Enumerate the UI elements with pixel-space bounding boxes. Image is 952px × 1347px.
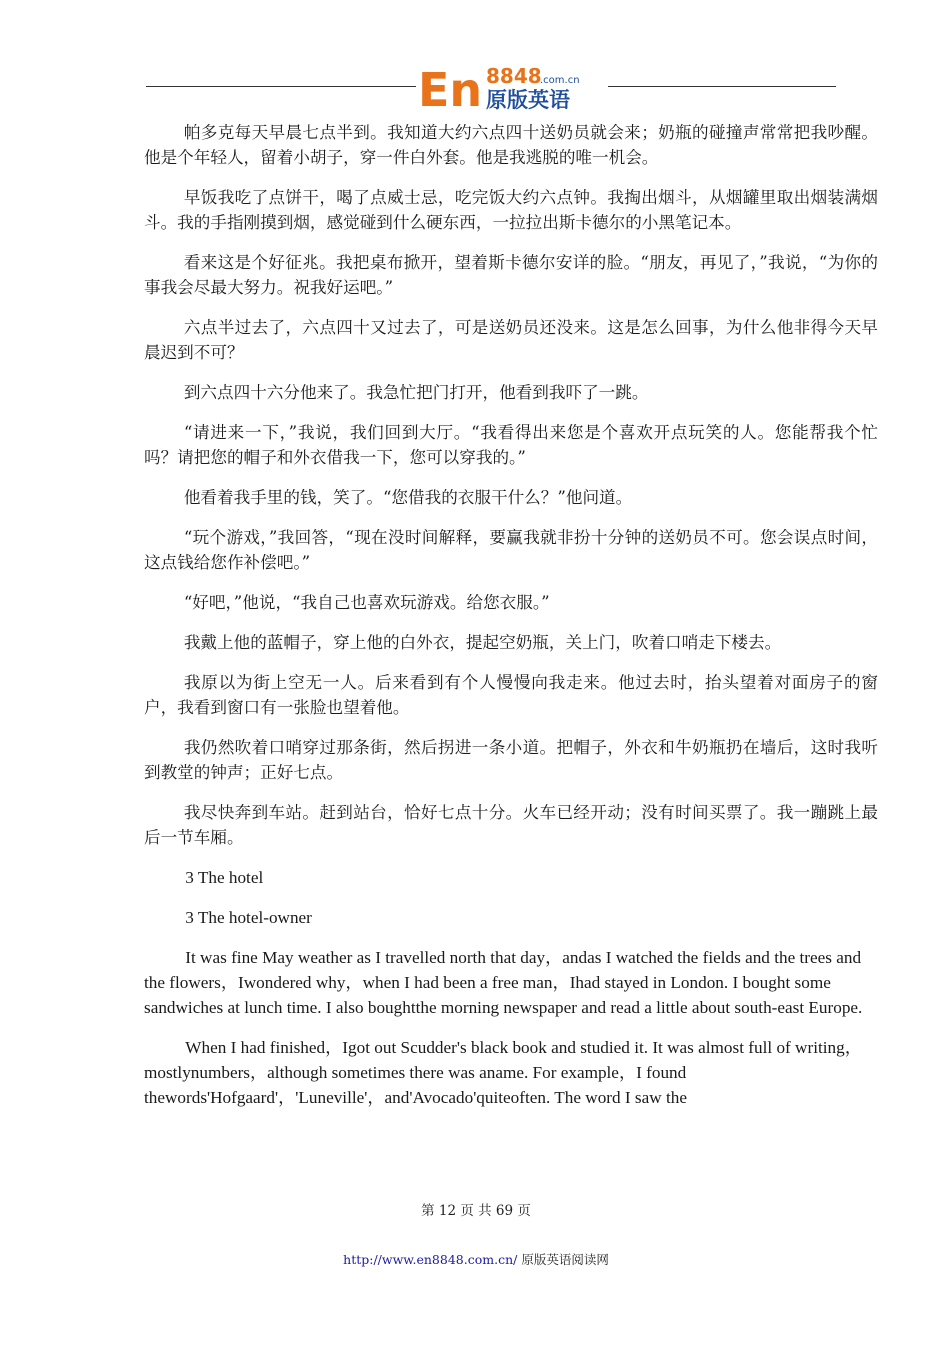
logo-number: 8848	[486, 64, 542, 88]
chapter-heading: 3 The hotel	[185, 868, 264, 887]
paragraph: 他看着我手里的钱，笑了。“您借我的衣服干什么？”他问道。	[183, 488, 633, 507]
logo-domain: .com.cn	[540, 75, 580, 86]
paragraph: 看来这是个好征兆。我把桌布掀开，望着斯卡德尔安详的脸。“朋友，再见了，”我说，“为你的事我会尽最大努力。祝我好运吧。”	[144, 253, 878, 297]
logo-tagline: 原版英语	[486, 88, 570, 110]
paragraph: 我戴上他的蓝帽子，穿上他的白外衣，提起空奶瓶，关上门，吹着口哨走下楼去。	[183, 633, 782, 652]
site-link[interactable]: http://www.en8848.com.cn/	[343, 1252, 518, 1267]
page-number: 第 12 页 共 69 页	[421, 1203, 531, 1219]
english-paragraph: It was fine May weather as I travelled north that day，andas I watched the fields and the trees and the flowers，Iwondered why，when I had been a free man，Ihad stayed in London. I bought some sandwiches at lunch time. I also boughtthe morning newspaper and read a little about south-east Europe.	[144, 948, 863, 1017]
en8848-logo	[416, 64, 608, 110]
section-heading: 3 The hotel-owner	[185, 908, 312, 927]
paragraph: “好吧，”他说，“我自己也喜欢玩游戏。给您衣服。”	[183, 593, 550, 612]
paragraph: 到六点四十六分他来了。我急忙把门打开，他看到我吓了一跳。	[183, 383, 649, 402]
page-footer	[0, 1250, 952, 1268]
english-paragraph: When I had finished，Igot out Scudder's black book and studied it. It was almost full of writing，mostlynumbers，although sometimes there was aname. For example，I found thewords'Hofgaard'，'Luneville'，and'Avocado'quiteoften. The word I saw the	[144, 1038, 862, 1107]
logo-letters: En	[418, 64, 483, 110]
paragraph: “请进来一下，”我说，我们回到大厅。“我看得出来您是个喜欢开点玩笑的人。您能帮我个忙吗？请把您的帽子和外衣借我一下，您可以穿我的。”	[144, 423, 878, 467]
header-rule-left	[146, 86, 416, 87]
paragraph: 帕多克每天早晨七点半到。我知道大约六点四十送奶员就会来；奶瓶的碰撞声常常把我吵醒。他是个年轻人，留着小胡子，穿一件白外套。他是我逃脱的唯一机会。	[144, 123, 878, 167]
paragraph: 六点半过去了，六点四十又过去了，可是送奶员还没来。这是怎么回事，为什么他非得今天早晨迟到不可？	[144, 318, 878, 362]
page-header	[146, 62, 836, 112]
page-content	[144, 120, 878, 1125]
header-rule-right	[608, 86, 836, 87]
paragraph: 我尽快奔到车站。赶到站台，恰好七点十分。火车已经开动；没有时间买票了。我一蹦跳上最后一节车厢。	[144, 803, 878, 847]
site-name: 原版英语阅读网	[521, 1252, 609, 1267]
paragraph: 我原以为街上空无一人。后来看到有个人慢慢向我走来。他过去时，抬头望着对面房子的窗户，我看到窗口有一张脸也望着他。	[144, 673, 878, 717]
paragraph: “玩个游戏，”我回答，“现在没时间解释，要赢我就非扮十分钟的送奶员不可。您会误点时间，这点钱给您作补偿吧。”	[144, 528, 878, 572]
paragraph: 早饭我吃了点饼干，喝了点威士忌，吃完饭大约六点钟。我掏出烟斗，从烟罐里取出烟装满烟斗。我的手指刚摸到烟，感觉碰到什么硬东西，一拉拉出斯卡德尔的小黑笔记本。	[144, 188, 878, 232]
paragraph: 我仍然吹着口哨穿过那条街，然后拐进一条小道。把帽子，外衣和牛奶瓶扔在墙后，这时我听到教堂的钟声；正好七点。	[144, 738, 878, 782]
